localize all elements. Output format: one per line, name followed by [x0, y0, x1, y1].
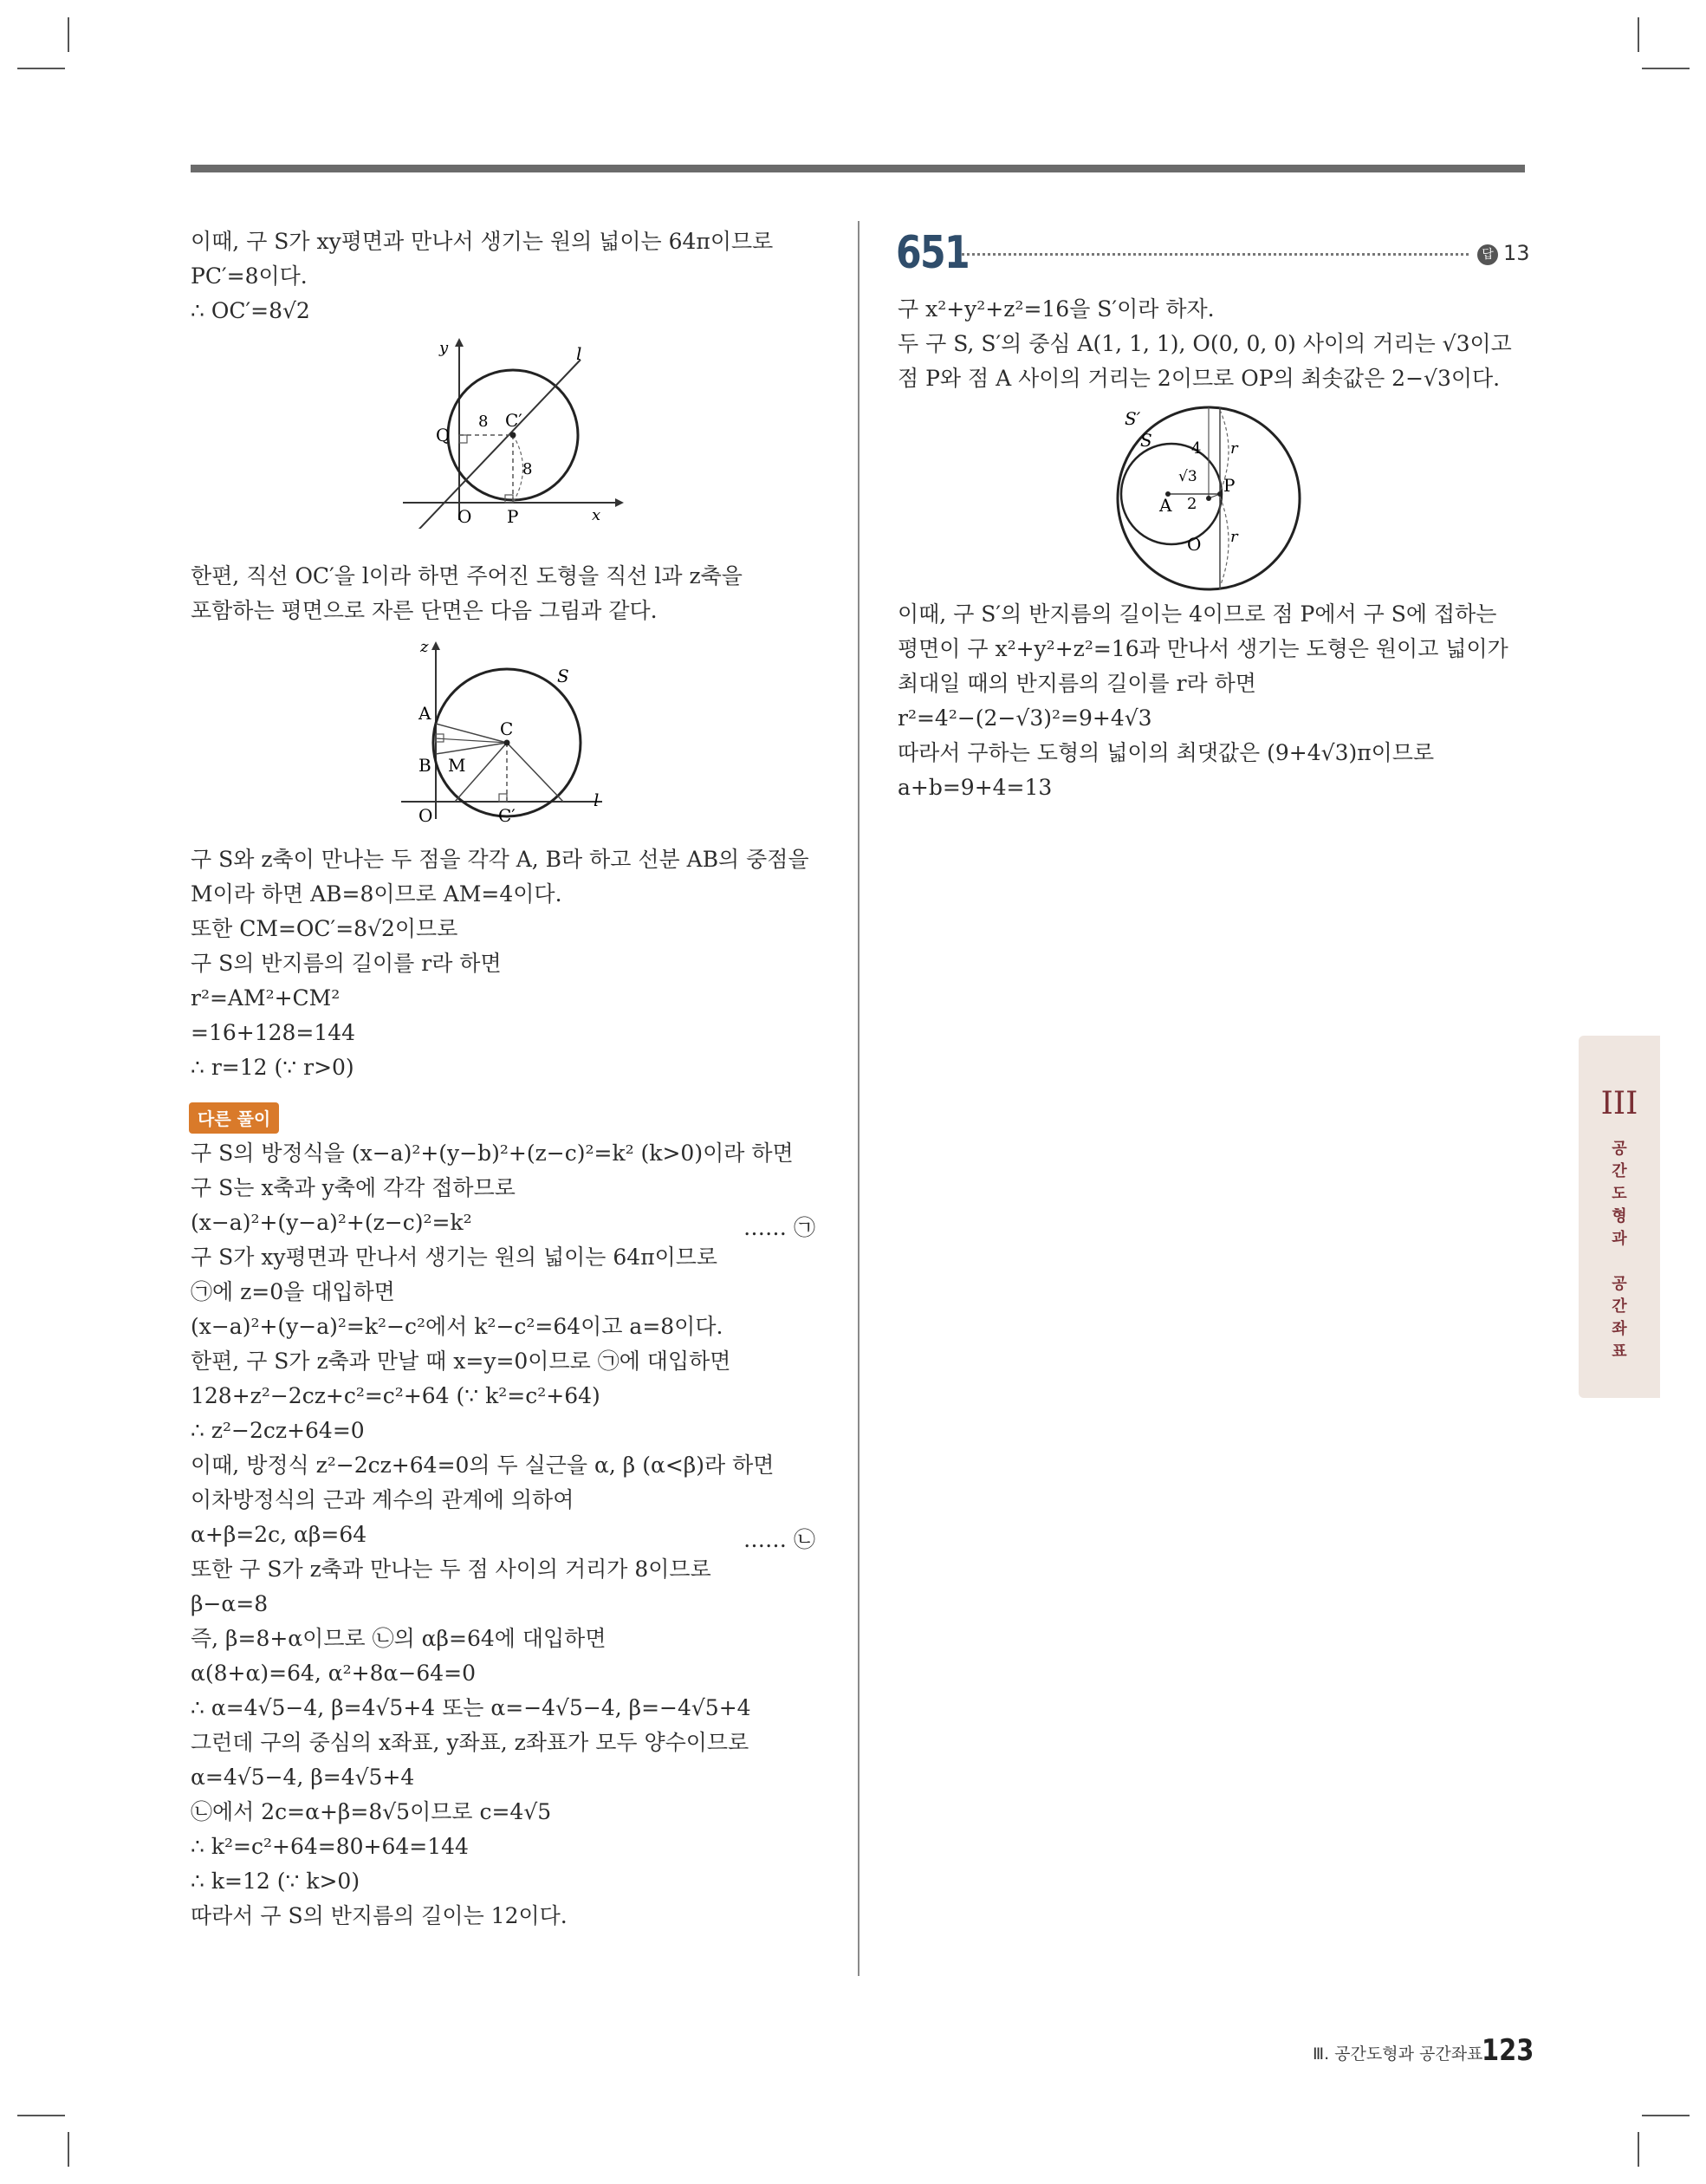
leader-dots — [962, 253, 1469, 256]
fig3-label-sqrt3: √3 — [1178, 468, 1197, 485]
text-line: 또한 CM=OC′=8√2이므로 — [191, 916, 458, 941]
fig1-label-p: P — [507, 506, 519, 527]
text-line: 구 S의 반지름의 길이를 r라 하면 — [191, 951, 502, 976]
crop-mark — [68, 17, 69, 52]
fig3-label-2: 2 — [1187, 495, 1197, 513]
fig3-label-o: O — [1187, 534, 1202, 555]
equation-ref-1: …… ㉠ — [743, 1215, 815, 1240]
text-line: M이라 하면 AB=8이므로 AM=4이다. — [191, 881, 562, 907]
text-line: ∴ z²−2cz+64=0 — [191, 1418, 365, 1443]
text-line: 이때, 구 S′의 반지름의 길이는 4이므로 점 P에서 구 S에 접하는 — [898, 601, 1497, 627]
problem-number: 651 — [896, 227, 970, 279]
text-line: β−α=8 — [191, 1591, 269, 1616]
fig2-label-c: C — [500, 718, 514, 739]
fig1-label-c-prime: C′ — [505, 410, 522, 431]
text-line: ∴ k²=c²+64=80+64=144 — [191, 1834, 469, 1859]
text-line: ∴ k=12 (∵ k>0) — [191, 1869, 360, 1894]
equation-ref-2: …… ㉡ — [743, 1527, 815, 1552]
fig1-label-o: O — [457, 506, 472, 527]
fig3-label-a: A — [1159, 495, 1172, 516]
crop-mark — [17, 2115, 65, 2116]
answer-label — [1477, 241, 1530, 265]
text-line: α=4√5−4, β=4√5+4 — [191, 1765, 415, 1790]
vertical-title-char: 과 — [1612, 1230, 1627, 1248]
text-line: r²=4²−(2−√3)²=9+4√3 — [898, 705, 1152, 731]
crop-mark — [68, 2132, 69, 2167]
alt-solution-badge: 다른 풀이 — [189, 1102, 279, 1134]
header-rule — [191, 165, 1525, 172]
text-line: ㉡에서 2c=α+β=8√5이므로 c=4√5 — [191, 1799, 552, 1824]
text-line: 이때, 방정식 z²−2cz+64=0의 두 실근을 α, β (α<β)라 하면 — [191, 1453, 775, 1478]
fig2-label-m: M — [448, 755, 466, 776]
fig1-label-x: x — [592, 506, 601, 524]
fig2-label-a: A — [418, 703, 431, 724]
text-line: a+b=9+4=13 — [898, 775, 1053, 800]
vertical-title-char: 좌 — [1612, 1320, 1627, 1338]
text-line: 구 x²+y²+z²=16을 S′이라 하자. — [898, 296, 1215, 322]
fig2-label-z: z — [420, 638, 429, 656]
text-line: =16+128=144 — [191, 1020, 356, 1045]
text-line: 포함하는 평면으로 자른 단면은 다음 그림과 같다. — [191, 598, 658, 623]
fig1-label-y: y — [439, 339, 449, 357]
text-line: ㉠에 z=0을 대입하면 — [191, 1279, 395, 1304]
vertical-title-char: 간 — [1612, 1297, 1627, 1316]
text-line: PC′=8이다. — [191, 263, 308, 289]
text-line: 따라서 구 S의 반지름의 길이는 12이다. — [191, 1903, 568, 1928]
fig2-label-b: B — [418, 755, 431, 776]
fig2-label-c-prime: C′ — [498, 805, 516, 826]
answer-badge: 답 — [1477, 244, 1498, 265]
crop-mark — [17, 68, 65, 69]
text-line: (x−a)²+(y−a)²=k²−c²에서 k²−c²=64이고 a=8이다. — [191, 1314, 723, 1339]
fig1-label-8-right: 8 — [522, 460, 533, 478]
fig3-label-4: 4 — [1191, 439, 1202, 458]
text-line: 한편, 직선 OC′을 l이라 하면 주어진 도형을 직선 l과 z축을 — [191, 563, 743, 588]
crop-mark — [1638, 17, 1639, 52]
chapter-roman-numeral: III — [1600, 1086, 1638, 1121]
page-number: 123 — [1482, 2033, 1534, 2068]
fig3-label-p: P — [1223, 475, 1236, 496]
chapter-vertical-title — [1579, 1138, 1660, 1363]
vertical-title-char: 공 — [1612, 1140, 1627, 1158]
text-line: ∴ α=4√5−4, β=4√5+4 또는 α=−4√5−4, β=−4√5+4 — [191, 1695, 751, 1720]
text-line: 점 P와 점 A 사이의 거리는 2이므로 OP의 최솟값은 2−√3이다. — [898, 366, 1501, 391]
text-line: 그런데 구의 중심의 x좌표, y좌표, z좌표가 모두 양수이므로 — [191, 1730, 749, 1755]
fig2-label-o: O — [418, 805, 433, 826]
text-line: 한편, 구 S가 z축과 만날 때 x=y=0이므로 ㉠에 대입하면 — [191, 1349, 731, 1374]
footer-chapter: Ⅲ. 공간도형과 공간좌표 — [1313, 2044, 1483, 2064]
fig2-label-l: l — [594, 790, 600, 810]
figure-cross-section — [394, 633, 624, 828]
fig3-label-r-bottom: r — [1230, 528, 1238, 546]
text-line: ∴ r=12 (∵ r>0) — [191, 1055, 354, 1080]
column-divider — [858, 221, 859, 1976]
vertical-title-char: 형 — [1612, 1207, 1627, 1225]
vertical-title-char: 공 — [1612, 1275, 1627, 1293]
fig3-label-s: S — [1140, 430, 1152, 451]
text-line: 구 S의 방정식을 (x−a)²+(y−b)²+(z−c)²=k² (k>0)이라 하면 — [191, 1141, 794, 1166]
fig1-label-q: Q — [436, 425, 451, 445]
text-line: 128+z²−2cz+c²=c²+64 (∵ k²=c²+64) — [191, 1383, 600, 1408]
crop-mark — [1642, 68, 1690, 69]
figure-two-spheres — [1109, 403, 1308, 598]
text-line: 최대일 때의 반지름의 길이를 r라 하면 — [898, 671, 1256, 696]
fig1-label-8-top: 8 — [478, 413, 489, 431]
vertical-title-char — [1579, 1251, 1660, 1273]
text-line: 구 S가 xy평면과 만나서 생기는 원의 넓이는 64π이므로 — [191, 1245, 718, 1270]
answer-value: 13 — [1503, 241, 1530, 265]
fig3-label-r-top: r — [1230, 439, 1238, 458]
text-line: 이때, 구 S가 xy평면과 만나서 생기는 원의 넓이는 64π이므로 — [191, 229, 774, 254]
vertical-title-char: 간 — [1612, 1162, 1627, 1180]
text-line: 구 S와 z축이 만나는 두 점을 각각 A, B라 하고 선분 AB의 중점을 — [191, 847, 809, 872]
vertical-title-char: 도 — [1612, 1185, 1627, 1203]
text-line: 이차방정식의 근과 계수의 관계에 의하여 — [191, 1487, 574, 1512]
chapter-side-tab — [1579, 1036, 1660, 1398]
text-line: (x−a)²+(y−a)²+(z−c)²=k² — [191, 1210, 472, 1235]
fig3-label-s-prime: S′ — [1125, 408, 1141, 429]
text-line: 따라서 구하는 도형의 넓이의 최댓값은 (9+4√3)π이므로 — [898, 740, 1435, 765]
crop-mark — [1638, 2132, 1639, 2167]
crop-mark — [1642, 2115, 1690, 2116]
text-line: 구 S는 x축과 y축에 각각 접하므로 — [191, 1175, 516, 1200]
text-line: α+β=2c, αβ=64 — [191, 1522, 367, 1547]
text-line: α(8+α)=64, α²+8α−64=0 — [191, 1661, 477, 1686]
text-line: 두 구 S, S′의 중심 A(1, 1, 1), O(0, 0, 0) 사이의 거리는 √3이고 — [898, 331, 1512, 356]
text-line: 평면이 구 x²+y²+z²=16과 만나서 생기는 도형은 원이고 넓이가 — [898, 636, 1508, 661]
text-line: ∴ OC′=8√2 — [191, 298, 310, 323]
text-line: r²=AM²+CM² — [191, 985, 341, 1011]
vertical-title-char: 표 — [1612, 1342, 1627, 1361]
text-line: 즉, β=8+α이므로 ㉡의 αβ=64에 대입하면 — [191, 1626, 607, 1651]
figure-circle-xy-plane — [394, 334, 628, 529]
fig2-label-s: S — [557, 666, 569, 686]
fig1-label-l: l — [576, 343, 582, 364]
text-line: 또한 구 S가 z축과 만나는 두 점 사이의 거리가 8이므로 — [191, 1557, 711, 1582]
